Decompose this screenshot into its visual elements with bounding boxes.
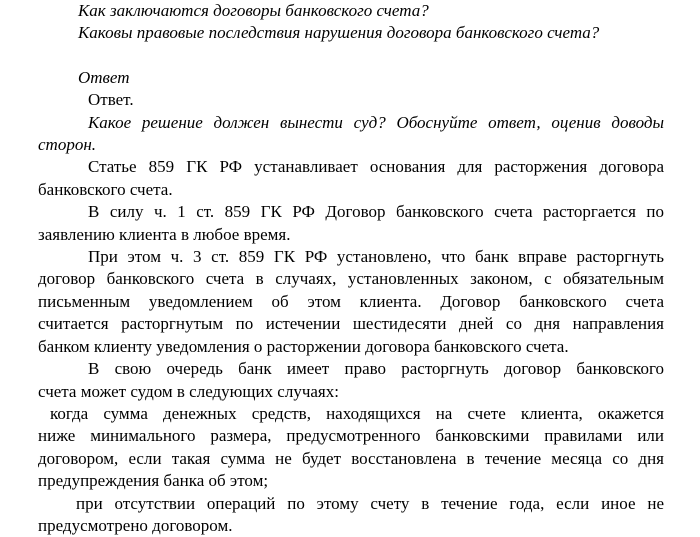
paragraph-line: договор банковского счета в случаях, установленных законом, с обязательным bbox=[38, 269, 664, 289]
list-item-line: ниже минимального размера, предусмотренного банковскими правилами или bbox=[38, 426, 664, 446]
list-item-line: предупреждения банка об этом; bbox=[38, 471, 269, 491]
paragraph-line: банковского счета. bbox=[38, 179, 173, 199]
list-item-line: при отсутствии операций по этому счету в течение года, если иное не bbox=[76, 493, 664, 513]
document-page bbox=[38, 0, 664, 537]
blank-line bbox=[38, 45, 664, 67]
question-line: Как заключаются договоры банковского счета? bbox=[78, 1, 429, 20]
prompt-line: сторон. bbox=[38, 135, 97, 155]
paragraph-line: считается расторгнутым по истечении шестидесяти дней со дня направления bbox=[38, 314, 664, 334]
list-item-line: когда сумма денежных средств, находящихся на счете клиента, окажется bbox=[50, 403, 664, 423]
paragraph-line: счета может судом в следующих случаях: bbox=[38, 381, 339, 401]
list-item-line: договором, если такая сумма не будет восстановлена в течение месяца со дня bbox=[38, 448, 664, 468]
paragraph-line: заявлению клиента в любое время. bbox=[38, 224, 291, 244]
paragraph-line: В свою очередь банк имеет право расторгнуть договор банковского bbox=[88, 359, 664, 379]
question-line: Каковы правовые последствия нарушения договора банковского счета? bbox=[78, 23, 600, 43]
paragraph-line: банком клиенту уведомления о расторжении договора банковского счета. bbox=[38, 336, 569, 356]
list-item-line: предусмотрено договором. bbox=[38, 515, 233, 535]
paragraph-line: письменным уведомлением об этом клиента. Договор банковского счета bbox=[38, 291, 664, 311]
paragraph-line: При этом ч. 3 ст. 859 ГК РФ установлено, что банк вправе расторгнуть bbox=[88, 247, 664, 267]
prompt-line: Какое решение должен вынести суд? Обоснуйте ответ, оценив доводы bbox=[88, 112, 664, 132]
answer-heading: Ответ bbox=[78, 67, 130, 87]
paragraph-line: В силу ч. 1 ст. 859 ГК РФ Договор банковского счета расторгается по bbox=[88, 202, 664, 222]
answer-label: Ответ. bbox=[88, 90, 134, 110]
paragraph-line: Статье 859 ГК РФ устанавливает основания для расторжения договора bbox=[88, 157, 664, 177]
